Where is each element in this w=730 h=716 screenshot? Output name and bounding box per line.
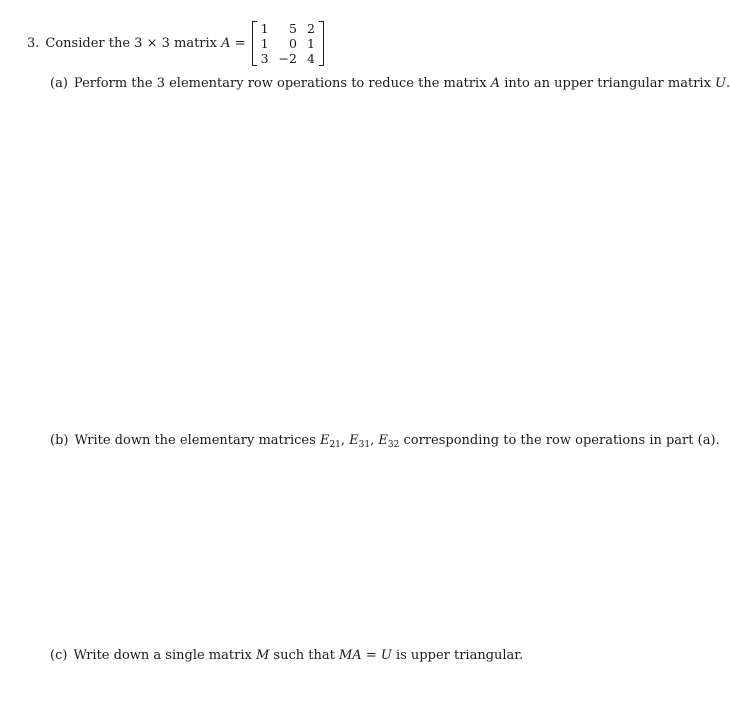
- part-a: [50, 76, 730, 91]
- matrix-entry: −2: [278, 50, 297, 66]
- problem-number: 3.: [27, 35, 40, 51]
- E31-symbol: E: [349, 433, 359, 448]
- matrix-row: [256, 51, 320, 66]
- E32-subscript: 32: [387, 440, 400, 450]
- E31-subscript: 31: [358, 440, 371, 450]
- part-b-text-2: corresponding to the row operations in part (a).: [403, 433, 720, 448]
- matrix-entry: 3: [260, 50, 269, 66]
- part-b-text: Write down the elementary matrices: [74, 433, 316, 448]
- matrix-entry: 5: [289, 20, 297, 36]
- part-b-label: (b): [50, 433, 69, 448]
- var-M: M: [255, 648, 270, 663]
- part-c: [50, 648, 523, 663]
- matrix-row: [256, 21, 320, 36]
- matrix-variable: A: [221, 35, 231, 51]
- part-c-text-3: is upper triangular.: [395, 648, 524, 663]
- expr-MA: MA: [338, 648, 362, 663]
- comma: ,: [370, 433, 375, 448]
- matrix-entry: 2: [306, 20, 315, 36]
- comma: ,: [340, 433, 346, 448]
- equals-sign: =: [365, 648, 377, 663]
- matrix-entry: 0: [289, 35, 297, 51]
- equals-sign: =: [234, 35, 246, 51]
- part-c-label: (c): [50, 648, 68, 663]
- part-a-label: (a): [50, 76, 68, 91]
- matrix-A: [252, 21, 324, 66]
- matrix-row: [256, 36, 320, 51]
- part-b: [50, 433, 720, 450]
- period: .: [726, 76, 730, 91]
- part-c-text: Write down a single matrix: [73, 648, 252, 663]
- var-U: U: [380, 648, 392, 663]
- matrix-entry: 1: [260, 35, 269, 51]
- part-a-text: Perform the 3 elementary row operations to reduce the matrix: [73, 76, 487, 91]
- part-a-text-2: into an upper triangular matrix: [504, 76, 711, 91]
- matrix-entry: 1: [306, 35, 315, 51]
- matrix-entry: 4: [306, 50, 315, 66]
- problem-statement: [27, 19, 324, 67]
- part-c-text-2: such that: [273, 648, 335, 663]
- E32-symbol: E: [378, 433, 388, 448]
- left-bracket: [252, 21, 257, 66]
- right-bracket: [319, 21, 324, 66]
- var-U: U: [715, 76, 727, 91]
- matrix-entries: [256, 21, 320, 66]
- E21-subscript: 21: [329, 440, 341, 450]
- var-A: A: [490, 76, 501, 91]
- E21-symbol: E: [319, 433, 330, 448]
- problem-intro: Consider the 3 × 3 matrix: [45, 35, 218, 51]
- matrix-entry: 1: [260, 20, 269, 36]
